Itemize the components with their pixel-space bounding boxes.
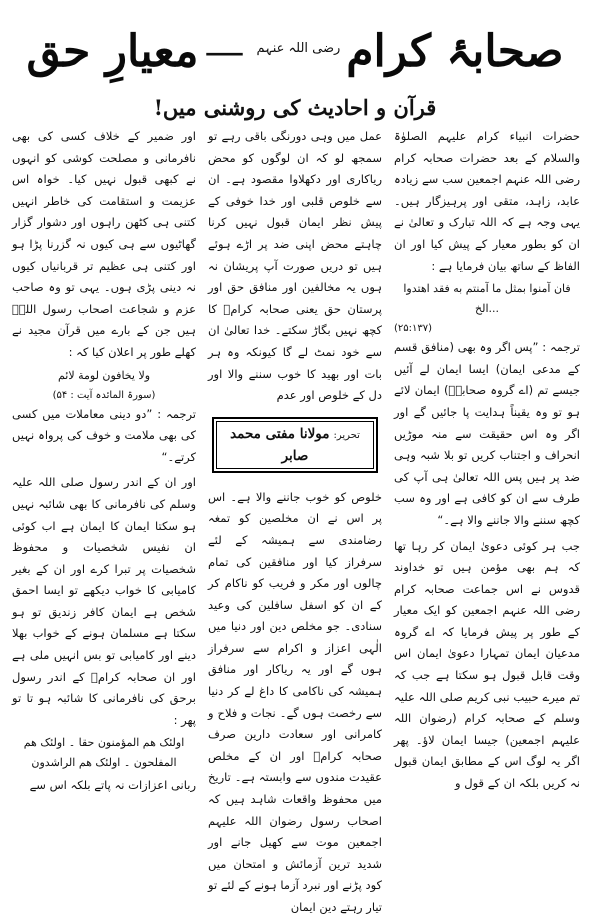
quran-verse: اولئک هم المؤمنون حقا ۔ اولئک هم المفلحون ۔ اولئک هم الراشدون [23, 736, 185, 770]
title-sahaba-kiram: صحابۂ کرام [346, 26, 564, 77]
paragraph: اور ان کے اندر رسول صلی اللہ علیہ وسلم کی نافرمانی کا بھی شائبہ نہیں ہو سکتا ایمان کا ایمان ہے اب کوئی ان نفیس شخصیات و محفوظ شخصیات پر تبرا کرے اور ان کے بغیر کامیابی کا خواب دیکھے تو ایسا احمق شخص ہے ایمان کافر زندیق تو ہو سکتا ہے مسلمان ہونے کے خواب بھلا دینے اور کامیابی تو بس انہیں ملی ہے اور ان صحابہ کرامؓ کے اندر رسول برحق کی نافرمانی کا شائبہ ہو تا تو پھر : [12, 475, 196, 727]
translation-paragraph: ترجمہ : ”دو دینی معاملات میں کسی کی بھی ملامت و خوف کی پرواہ نہیں کرتے۔“ [12, 406, 196, 464]
article-header [0, 22, 590, 92]
title-dash: — [204, 29, 245, 75]
paragraph: عمل میں وہی دورنگی باقی رہے تو سمجھ لو کہ ان لوگوں کو محض ریاکاری اور دکھلاوا مقصود ہے۔ ان سے خلوص قلبی اور خدا خوفی کے پیش نظر ایمان قبول نہیں کرنا چاہتے محض اپنی ضد پر اڑے ہوئے ہیں تو دریں صورت آپ پریشان نہ ہوں یہ مخالفین اور منافق حق اور پرستان حق یعنی صحابہ کرامؓ کا کچھ نہیں بگاڑ سکتے۔ خدا تعالیٰ ان سے خود نمٹ لے گا کیونکہ وہ ہر بات اور بھید کا خوب سننے والا اور دل کے خلوص اور عدم [208, 129, 382, 403]
author-prefix: تحریر: [333, 429, 360, 441]
quran-verse: ولا یخافون لومة لائم [57, 368, 151, 382]
paragraph: اور ضمیر کے خلاف کسی کی بھی نافرمانی و مصلحت کوشی کو انہوں نے کبھی قبول نہیں کیا۔ خواہ اس عزیمت و استقامت کی خاطر انہیں کتنی ہی کٹھن راہوں اور دشوار گزار گھاٹیوں سے ہی کیوں نہ گزرنا پڑا ہو اور کتنی ہی عظیم تر قربانیاں کیوں نہ دینی پڑی ہوں۔ یہی تو وہ صاحب عزم و شجاعت اصحاب رسول اللہؐ ہیں جن کے بارے میں قرآن مجید نے کھلے طور پر اعلان کیا کہ : [12, 129, 196, 359]
translation-paragraph: ترجمہ : ”پس اگر وہ بھی (منافق قسم کے مدعی ایمان) ایسا ایمان لے آئیں جیسے تم (اے گروہ صحابہؓ) ایمان لائے ہو تو وہ یقیناً ہدایت پا جائیں گے اور اگر وہ اس حقیقت سے منہ موڑیں انحراف و اجتناب کریں تو بلا شبہ وہی ضد پر ہیں پس اللہ تعالیٰ ہی آپ کی طرف سے ان کو کافی ہے اور وہ سب کچھ سننے والا جاننے والا ہے۔“ [394, 340, 580, 527]
title-miyar-e-haq: معیارِ حق [26, 26, 199, 77]
article-column-right [394, 126, 580, 791]
article-column-left [12, 126, 196, 793]
verse-reference: (سورۃ المائدہ آیت : ۵۴) [52, 389, 156, 401]
paragraph: حضرات انبیاء کرام علیہم الصلوٰۃ والسلام کے بعد حضرات صحابہ کرام رضی اللہ عنہم اجمعین سب سے زیادہ عابد، زاہد، متقی اور پرہیزگار ہیں۔ یہی وجہ ہے کہ اللہ تبارک و تعالیٰ نے ان کو بطور معیار کے پیش کیا اور ان الفاظ کے ساتھ بیان فرمایا ہے : [394, 129, 580, 273]
paragraph: خلوص کو خوب جاننے والا ہے۔ اس پر اس نے ان مخلصین کو تمغہ رضامندی سے ہمیشہ کے لئے سرفراز کیا اور منافقین کی تمام چالوں اور مکر و فریب کو ناکام کر کے ان کو اسفل سافلین کی وعید سنادی۔ جو مخلص دین اور دنیا میں الٰہی اعزاز و اکرام سے سرفراز ہوں گے اور یہ ریاکار اور منافق ہمیشہ کی ناکامی کا داغ لے کر دنیا سے رخصت ہوں گے۔ نجات و فلاح و کامرانی اور سعادت دارین صرف صحابہ کرامؓ اور ان کے مخلص عقیدت مندوں سے وابستہ ہے۔ تاریخ میں محفوظ واقعات شاہد ہیں کہ اصحاب رسول رضوان اللہ علیہم اجمعین موت سے کھیل جانے اور شدید ترین آزمائش و امتحان میں کود پڑنے اور نبرد آزما ہونے کے لئے تو تیار رہتے دین ایمان [208, 489, 382, 914]
title-honorific: رضی اللہ عنہم [256, 41, 341, 56]
paragraph: ربانی اعزازات نہ پاتے بلکہ اس سے [29, 778, 196, 793]
author-byline-box [212, 417, 378, 473]
author-name: مولانا مفتی محمد صابر [230, 425, 330, 464]
paragraph: جب ہر کوئی دعویٰ ایمان کر رہا تھا کہ ہم بھی مؤمن ہیں تو خداوند قدوس نے اس جماعت صحابہ کرام رضی اللہ عنہم اجمعین کو ایک معیار کے طور پر پیش فرمایا کہ اے گروہ مدعیان ایمان تمہارا دعویٰ ایمان اس وقت قابل قبول ہو سکتا ہے جب کہ تم میرے حبیب نبی کریم صلی اللہ علیہ وسلم کے صحابہ کرام (رضوان اللہ علیہم اجمعین) جیسا ایمان لاؤ۔ پھر اگر یہ لوگ اس کے مطابق ایمان قبول نہ کریں بلکہ ان کے قول و [394, 538, 580, 791]
quran-verse: فان آمنوا بمثل ما آمنتم به فقد اهتدوا ...الخ [403, 282, 571, 316]
verse-reference: (۲۵:۱۳۷) [394, 323, 433, 335]
article-subtitle: قرآن و احادیث کی روشنی میں! [153, 95, 437, 120]
article-column-middle [208, 126, 382, 914]
